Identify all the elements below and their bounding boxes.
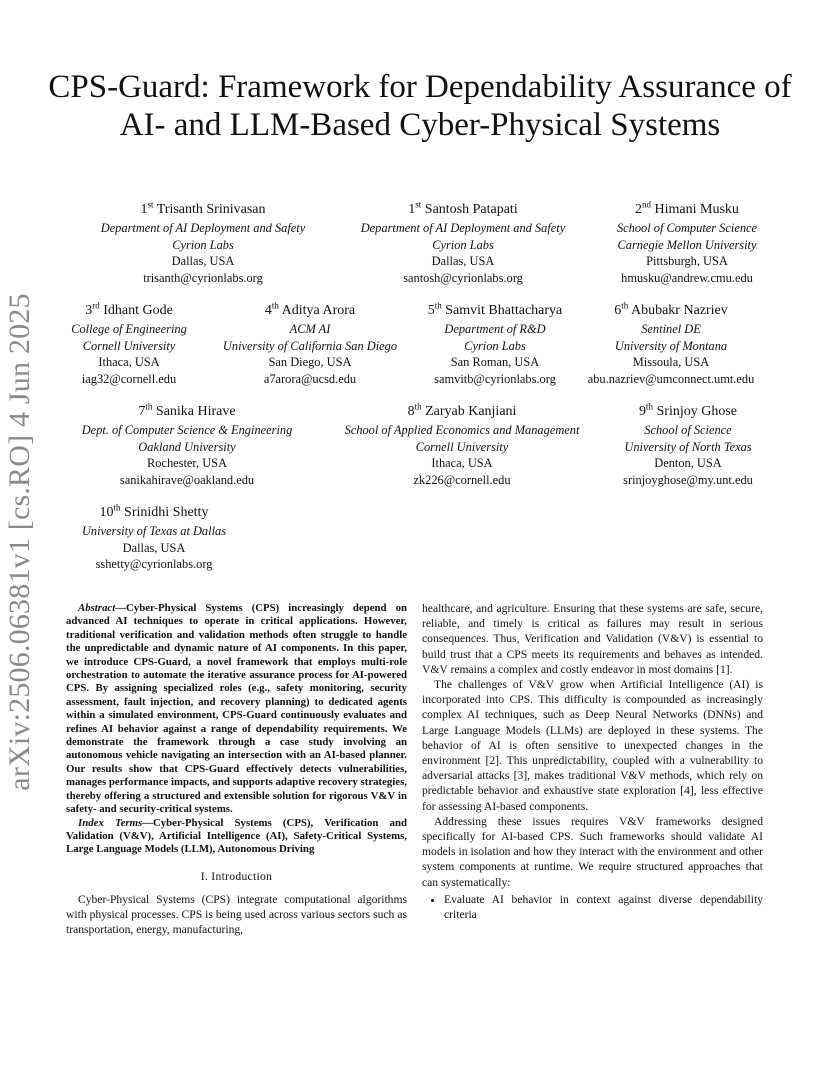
right-paragraph-1: healthcare, and agriculture. Ensuring that these systems are safe, secure, reliable, and timely is critical as failures may result in serious consequences. Thus, Verification and Validation (V&V) is essential to build trust that a CPS meets its requirements and behaves as intended. V&V remains a complex and costly endeavor in most domains [1]. [422,602,763,676]
author-name [326,403,598,421]
author-email: sanikahirave@oakland.edu [119,472,255,487]
author-order: 5 [427,303,435,318]
author-department: School of Computer Science [616,221,758,235]
author-fullname: Srinidhi Shetty [124,505,209,520]
author-department: School of Science [644,423,732,437]
author-email: a7arora@ucsd.edu [263,371,357,386]
author-department: Department of AI Deployment and Safety [100,221,306,235]
author-order: 6 [614,303,622,318]
index-terms-label: Index Terms [78,816,143,829]
author-email: srinjoyghose@my.unt.edu [623,472,753,487]
author-name [592,201,782,219]
author-order: 4 [264,303,272,318]
author-order-suffix: th [434,300,442,311]
left-column [66,602,407,938]
index-terms-text: —Cyber-Physical Systems (CPS), Verification and Validation (V&V), Artificial Intelligence (AI), Safety-Critical Systems, Large Language Models (LLM), Autonomous Driving [66,816,407,856]
author-email: santosh@cyrionlabs.org [403,270,523,285]
author-order: 1 [140,202,148,217]
author-order: 1 [408,202,416,217]
author-name [58,403,316,421]
author-name [576,302,766,320]
author-order-suffix: th [113,502,121,513]
author-name [206,302,414,320]
author-department: Dept. of Computer Science & Engineering [81,423,293,437]
author-location: Denton, USA [654,456,722,471]
author-email: abu.nazriev@umconnect.umt.edu [587,371,755,386]
requirements-list [422,892,763,922]
author-block [326,403,598,488]
author-name [78,201,328,219]
author-email: trisanth@cyrionlabs.org [143,270,263,285]
author-block [60,302,198,387]
author-fullname: Himani Musku [654,202,739,217]
author-organization: Oakland University [138,439,236,454]
author-department: Department of AI Deployment and Safety [360,221,566,235]
abstract-text: —Cyber-Physical Systems (CPS) increasingly depend on advanced AI techniques to operate in critical applications. However, traditional verification and validation methods often struggle to handle the unpredictable and dynamic nature of AI components. In this paper, we introduce CPS-Guard, a novel framework that employs multi-role orchestration to automate the iterative assurance process for AI-powered CPS. By assigning specialized roles (e.g., safety monitoring, security assessment, fault injection, and recovery planning) to dedicated agents within a simulated environment, CPS-Guard continuously evaluates and refines AI behavior against a range of dependability requirements. We demonstrate the framework through a case study involving an autonomous vehicle navigating an intersection with an AI-based planner. Our results show that CPS-Guard effectively detects vulnerabilities, manages performance impacts, and supports adaptive recovery strategies, thereby offering a structured and extensible solution for rigorous V&V in safety- and security-critical systems. [66,602,407,816]
abstract-label: Abstract [78,602,116,614]
author-fullname: Aditya Arora [281,303,356,318]
right-paragraph-3: Addressing these issues requires V&V frameworks designed specifically for AI-based CPS. Such frameworks should validate AI models in isolation and how they interact with the environment and other system components at runtime. We require structured approaches that can systematically: [422,814,763,889]
arxiv-identifier: arXiv:2506.06381v1 [cs.RO] 4 Jun 2025 [3,293,36,791]
author-order: 9 [638,404,646,419]
right-column [422,601,763,922]
author-name [60,302,198,320]
author-order-suffix: st [147,199,154,210]
author-block [64,504,244,573]
author-fullname: Srinjoy Ghose [656,404,737,419]
author-location: San Roman, USA [450,355,540,370]
author-order-suffix: th [414,401,422,412]
author-organization: Cornell University [415,439,509,454]
author-location: Ithaca, USA [431,456,493,471]
author-location: San Diego, USA [268,355,352,370]
author-block [58,403,316,488]
author-order: 7 [138,404,146,419]
author-location: Pittsburgh, USA [646,254,728,269]
index-terms [66,817,407,857]
author-order: 3 [85,303,93,318]
author-department: Department of R&D [444,322,546,336]
list-item: • Evaluate AI behavior in context against diverse dependability criteria [444,892,763,922]
author-name [608,403,768,421]
author-location: Dallas, USA [122,540,186,555]
author-order: 2 [635,202,643,217]
author-email: sshetty@cyrionlabs.org [95,557,213,572]
author-block [416,302,574,387]
abstract [66,602,407,817]
author-organization: Cornell University [82,338,176,353]
author-order-suffix: th [621,300,629,311]
author-name [338,201,588,219]
author-order-suffix: th [645,401,653,412]
author-block [206,302,414,387]
author-order-suffix: rd [92,300,100,311]
section-heading-introduction: I. Introduction [200,869,273,883]
author-department: Sentinel DE [641,322,701,336]
author-email: samvitb@cyrionlabs.org [434,371,556,386]
author-fullname: Abubakr Nazriev [630,303,728,318]
author-location: Dallas, USA [431,254,495,269]
author-location: Ithaca, USA [98,355,160,370]
author-department: University of Texas at Dallas [81,524,227,538]
author-block [576,302,766,387]
author-block [608,403,768,488]
author-email: iag32@cornell.edu [81,371,177,386]
author-location: Dallas, USA [171,254,235,269]
author-organization: Cyrion Labs [172,237,234,252]
right-paragraph-2: The challenges of V&V grow when Artificial Intelligence (AI) is incorporated into CPS. This difficulty is compounded as increasingly complex AI techniques, such as Deep Neural Networks (DNNs) and Large Language Models (LLMs) are deployed in these systems. The behavior of AI is often sensitive to unexpected changes in the environment [2]. This unpredictability, coupled with a vulnerability to adversarial attacks [3], makes traditional V&V methods, which rely on predictable behavior and exhaustive state exploration [4], less effective for assessing AI-based components. [422,678,763,813]
author-fullname: Samvit Bhattacharya [445,303,563,318]
author-department: College of Engineering [71,322,187,336]
author-organization: Cyrion Labs [432,237,494,252]
author-order-suffix: nd [642,199,652,210]
author-block [592,201,782,286]
author-department: ACM AI [289,322,331,336]
author-location: Rochester, USA [146,456,228,471]
author-email: hmusku@andrew.cmu.edu [621,270,753,285]
author-name [416,302,574,320]
author-location: Missoula, USA [632,355,710,370]
author-organization: University of North Texas [624,439,752,454]
author-order: 10 [99,505,114,520]
author-fullname: Trisanth Srinivasan [156,202,266,217]
author-fullname: Zaryab Kanjiani [425,404,517,419]
author-fullname: Santosh Patapati [424,202,518,217]
author-organization: University of California San Diego [222,338,398,353]
paper-title: CPS-Guard: Framework for Dependability Assurance of AI- and LLM-Based Cyber-Physical Systems [48,69,792,143]
author-order-suffix: th [271,300,279,311]
intro-paragraph-1: Cyber-Physical Systems (CPS) integrate computational algorithms with physical processes. CPS is being used across various sectors such as transportation, energy, manufacturing, [66,892,407,937]
author-order-suffix: th [145,401,153,412]
author-block [78,201,328,286]
author-order-suffix: st [415,199,422,210]
author-organization: University of Montana [614,338,728,353]
author-name [64,504,244,522]
author-organization: Carnegie Mellon University [617,237,757,252]
author-fullname: Sanika Hirave [155,404,236,419]
author-order: 8 [407,404,415,419]
author-block [338,201,588,286]
author-department: School of Applied Economics and Management [344,423,580,437]
author-fullname: Idhant Gode [103,303,173,318]
author-organization: Cyrion Labs [464,338,526,353]
author-email: zk226@cornell.edu [413,472,511,487]
